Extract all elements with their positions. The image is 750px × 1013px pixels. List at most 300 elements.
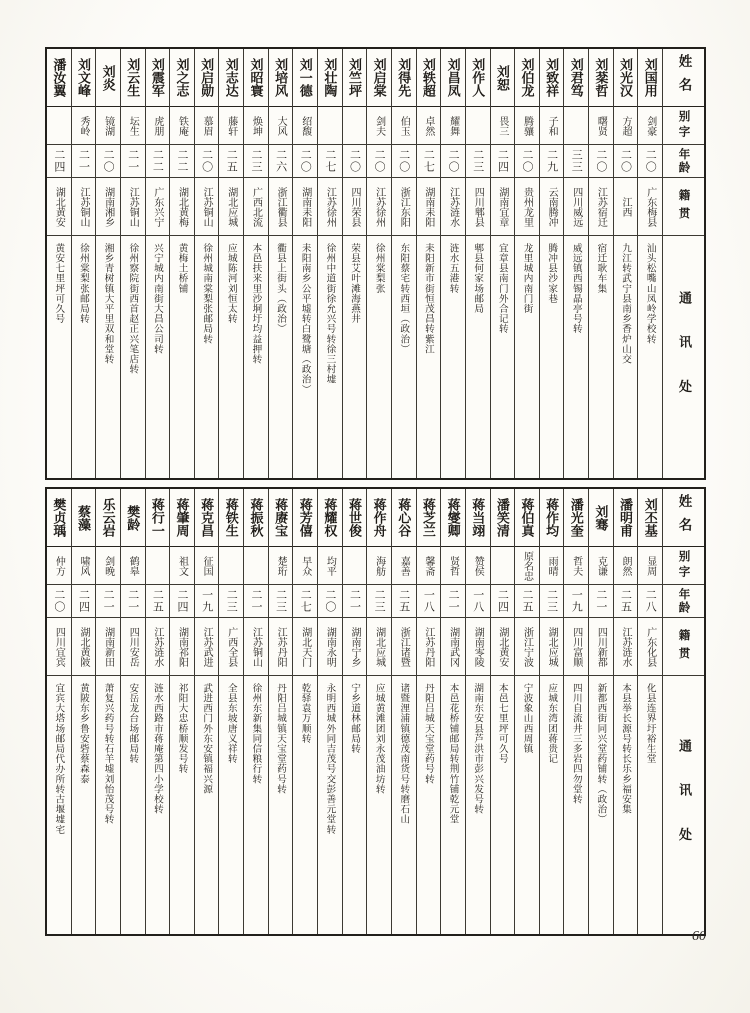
person-column [540, 49, 565, 478]
person-age: 二〇 [293, 145, 317, 178]
row-label-native: 籍贯 [663, 618, 704, 676]
person-column [367, 49, 392, 478]
person-column [121, 489, 146, 934]
person-name: 潘光奎 [564, 489, 588, 547]
person-age: 一九 [564, 585, 588, 618]
person-column [293, 489, 318, 934]
person-contact: 湘乡青树镇大平里双和堂转 [102, 243, 114, 365]
person-name: 刘致祥 [540, 49, 564, 107]
person-contact: 应城黄滩团刘永茂油坊转 [373, 683, 385, 795]
person-age: 二七 [293, 585, 317, 618]
person-column [318, 49, 343, 478]
person-name: 蒋赓宝 [269, 489, 293, 547]
person-contact: 徐州察院街西首赵正兴笔店转 [127, 243, 139, 375]
person-column [614, 49, 639, 478]
person-name: 蒋心谷 [392, 489, 416, 547]
person-column [392, 489, 417, 934]
person-zi: 贤哲 [441, 547, 465, 585]
person-contact: 应城东湾团蒋贵记 [546, 683, 558, 764]
person-age: 二四 [72, 585, 96, 618]
person-age: 二四 [491, 145, 515, 178]
person-native: 四川郫县 [466, 178, 490, 236]
person-column [47, 489, 72, 934]
person-age: 二五 [515, 585, 539, 618]
person-native: 广西全县 [219, 618, 243, 676]
person-native: 江苏徐州 [318, 178, 342, 236]
person-name: 樊贞瑀 [47, 489, 71, 547]
person-age: 二一 [343, 585, 367, 618]
person-contact: 湖南东安县芦洪市彭兴发号转 [472, 683, 484, 815]
person-native: 浙江东阳 [392, 178, 416, 236]
person-column [441, 489, 466, 934]
person-native: 四川新都 [589, 618, 613, 676]
person-contact: 耒阳新市街恒茂昌转紫江 [422, 243, 434, 355]
person-native: 贵州龙里 [515, 178, 539, 236]
person-native: 四川荣县 [343, 178, 367, 236]
person-column [96, 489, 121, 934]
person-contact: 郫县何家场邮局 [472, 243, 484, 314]
person-name: 蒋克昌 [195, 489, 219, 547]
person-zi: 坛生 [121, 107, 145, 145]
row-label-zi: 别字 [663, 547, 704, 585]
person-column [441, 49, 466, 478]
person-name: 蒋铁生 [219, 489, 243, 547]
person-column [269, 489, 294, 934]
person-name: 刘之志 [170, 49, 194, 107]
directory-table-bottom [45, 487, 706, 936]
person-name: 刘震军 [146, 49, 170, 107]
person-column [491, 49, 516, 478]
person-contact: 祁阳大忠桥顺发号转 [176, 683, 188, 774]
person-age: 二二 [170, 145, 194, 178]
person-name: 刘昌凤 [441, 49, 465, 107]
person-zi [244, 547, 268, 585]
person-name: 刘恕 [491, 49, 515, 107]
person-native: 广东化县 [638, 618, 662, 676]
person-name: 刘丕基 [638, 489, 662, 547]
person-contact: 乾驿袁万顺转 [299, 683, 311, 744]
person-column [515, 49, 540, 478]
person-zi [219, 547, 243, 585]
person-column [219, 49, 244, 478]
person-contact: 衢县上街头（政治） [275, 243, 287, 334]
person-zi: 祖文 [170, 547, 194, 585]
person-native: 湖南零陵 [466, 618, 490, 676]
person-column [417, 49, 442, 478]
person-column [121, 49, 146, 478]
person-zi: 子和 [540, 107, 564, 145]
directory-table-top [45, 47, 706, 480]
person-column [244, 489, 269, 934]
person-contact: 宁波象山西周镇 [521, 683, 533, 754]
person-age: 二五 [392, 585, 416, 618]
person-contact: 荣县艾叶滩海燕井 [349, 243, 361, 324]
person-name: 刘骞 [589, 489, 613, 547]
person-column [146, 489, 171, 934]
person-contact: 萧复兴药号转石羊墟刘怡茂号转 [102, 683, 114, 825]
person-age: 二四 [491, 585, 515, 618]
person-zi: 耀舞 [441, 107, 465, 145]
person-zi: 啸风 [72, 547, 96, 585]
person-name: 刘启勋 [195, 49, 219, 107]
person-column [146, 49, 171, 478]
person-zi: 秀岭 [72, 107, 96, 145]
person-age: 二一 [96, 585, 120, 618]
person-name: 蒋世俊 [343, 489, 367, 547]
person-age: 二〇 [441, 145, 465, 178]
person-column [367, 489, 392, 934]
person-contact: 武进西门外东安镇福兴源 [201, 683, 213, 795]
person-age: 二一 [72, 145, 96, 178]
person-zi: 克谦 [589, 547, 613, 585]
person-contact: 龙里城内南门街 [521, 243, 533, 314]
person-contact: 徐州棠梨张邮局转 [77, 243, 89, 324]
person-native: 四川宜宾 [47, 618, 71, 676]
person-native: 江苏武进 [195, 618, 219, 676]
person-contact: 汕头松嘴山凤岭学校转 [644, 243, 656, 344]
person-native: 湖南永明 [318, 618, 342, 676]
person-zi [491, 547, 515, 585]
person-age: 二七 [318, 145, 342, 178]
person-column [293, 49, 318, 478]
person-native: 湖南耒阳 [417, 178, 441, 236]
person-zi: 仲方 [47, 547, 71, 585]
person-column [392, 49, 417, 478]
person-native: 浙江宁波 [515, 618, 539, 676]
person-name: 刘壮陶 [318, 49, 342, 107]
person-column [72, 49, 97, 478]
person-contact: 耒阳南乡公平墟转白鹭塘（政治） [299, 243, 311, 395]
row-label-native: 籍贯 [663, 178, 704, 236]
person-name: 刘伯龙 [515, 49, 539, 107]
person-age: 三三 [564, 145, 588, 178]
person-age: 二三 [367, 585, 391, 618]
person-age: 二〇 [47, 585, 71, 618]
person-age: 一八 [466, 585, 490, 618]
person-name: 刘文峰 [72, 49, 96, 107]
person-native: 四川富顺 [564, 618, 588, 676]
person-contact: 涟水五港转 [447, 243, 459, 294]
person-contact: 永明西城外同吉茂号交彭善元堂转 [324, 683, 336, 835]
person-zi [343, 547, 367, 585]
person-zi [146, 547, 170, 585]
person-contact: 宜章县南门外合记转 [496, 243, 508, 334]
person-age: 二三 [269, 585, 293, 618]
person-age: 二五 [219, 145, 243, 178]
person-native: 江苏铜山 [244, 618, 268, 676]
person-name: 刘国用 [638, 49, 662, 107]
person-age: 二三 [219, 585, 243, 618]
person-name: 潘汝翼 [47, 49, 71, 107]
row-label-age: 年龄 [663, 145, 704, 178]
person-contact: 全县东坡唐义祥转 [225, 683, 237, 764]
person-name: 蒋作均 [540, 489, 564, 547]
person-name: 蒋伯真 [515, 489, 539, 547]
person-native: 江苏涟水 [441, 178, 465, 236]
person-native: 湖南宁乡 [343, 618, 367, 676]
person-name: 刘炎 [96, 49, 120, 107]
person-column [466, 489, 491, 934]
person-name: 刘启棠 [367, 49, 391, 107]
person-native: 湖南耒阳 [293, 178, 317, 236]
person-age: 二二 [146, 145, 170, 178]
person-native: 江苏涟水 [146, 618, 170, 676]
person-native: 湖北黄安 [491, 618, 515, 676]
person-zi [466, 107, 490, 145]
person-native: 湖北应城 [367, 618, 391, 676]
person-column [96, 49, 121, 478]
person-zi: 畏三 [491, 107, 515, 145]
person-name: 乐云岩 [96, 489, 120, 547]
person-contact: 本县举长源号转长乐乡福安集 [620, 683, 632, 815]
person-column [47, 49, 72, 478]
person-zi: 征国 [195, 547, 219, 585]
person-name: 蒋耀权 [318, 489, 342, 547]
person-zi: 藤轩 [219, 107, 243, 145]
person-zi: 焕坤 [244, 107, 268, 145]
person-zi: 铁庵 [170, 107, 194, 145]
person-native: 湖北应城 [540, 618, 564, 676]
person-contact: 化县连界圩裕生堂 [644, 683, 656, 764]
person-column [638, 489, 663, 934]
person-name: 蒋当翊 [466, 489, 490, 547]
person-zi [47, 107, 71, 145]
person-zi: 绍馥 [293, 107, 317, 145]
page-number: 60 [692, 929, 706, 944]
person-column [269, 49, 294, 478]
person-zi: 卓然 [417, 107, 441, 145]
person-contact: 四川自流井三多岩四勿堂转 [570, 683, 582, 805]
person-age: 二〇 [614, 145, 638, 178]
person-age: 二一 [121, 145, 145, 178]
person-zi [343, 107, 367, 145]
row-label-zi: 别字 [663, 107, 704, 145]
person-column [244, 49, 269, 478]
person-native: 云南腾冲 [540, 178, 564, 236]
person-native: 江苏涟水 [614, 618, 638, 676]
person-contact: 应城陈河刘恒太转 [225, 243, 237, 324]
person-column [614, 489, 639, 934]
person-column [466, 49, 491, 478]
row-label-age: 年龄 [663, 585, 704, 618]
person-age: 二三 [244, 145, 268, 178]
person-age: 二四 [170, 585, 194, 618]
person-name: 刘作人 [466, 49, 490, 107]
person-column [170, 489, 195, 934]
person-zi: 方超 [614, 107, 638, 145]
person-zi: 楚珩 [269, 547, 293, 585]
person-native: 广东兴宁 [146, 178, 170, 236]
person-age: 二〇 [343, 145, 367, 178]
person-zi: 虎朋 [146, 107, 170, 145]
person-age: 二四 [47, 145, 71, 178]
person-native: 湖南湘乡 [96, 178, 120, 236]
row-labels-column [663, 489, 704, 934]
person-contact: 徐州城南棠梨张邮局转 [201, 243, 213, 344]
person-contact: 丹阳吕城天宝堂药号转 [422, 683, 434, 784]
person-name: 刘棻哲 [589, 49, 613, 107]
person-age: 二七 [417, 145, 441, 178]
person-native: 广东梅县 [638, 178, 662, 236]
person-age: 二〇 [392, 145, 416, 178]
person-contact: 安岳龙台场邮局转 [127, 683, 139, 764]
person-native: 江苏铜山 [121, 178, 145, 236]
person-contact: 本邑花桥铺邮局转荆竹铺乾元堂 [447, 683, 459, 825]
person-age: 一九 [195, 585, 219, 618]
person-native: 湖北黄安 [47, 178, 71, 236]
person-name: 蒋行一 [146, 489, 170, 547]
person-zi: 朗然 [614, 547, 638, 585]
person-name: 蒋作舟 [367, 489, 391, 547]
person-age: 二九 [540, 145, 564, 178]
person-native: 江苏丹阳 [269, 618, 293, 676]
person-age: 二〇 [318, 585, 342, 618]
person-zi: 原名忠 [515, 547, 539, 585]
person-name: 潘笑清 [491, 489, 515, 547]
person-column [638, 49, 663, 478]
person-age: 二六 [269, 145, 293, 178]
person-name: 刘轶超 [417, 49, 441, 107]
person-contact: 黄安七里坪可久号 [53, 243, 65, 324]
person-column [343, 489, 368, 934]
person-native: 湖北黄梅 [170, 178, 194, 236]
person-zi: 馨斋 [417, 547, 441, 585]
person-age: 二〇 [367, 145, 391, 178]
person-name: 蒋燮卿 [441, 489, 465, 547]
person-native: 江西 [614, 178, 638, 236]
person-native: 湖南武冈 [441, 618, 465, 676]
person-age: 二一 [244, 585, 268, 618]
person-native: 江苏铜山 [195, 178, 219, 236]
person-native: 四川安岳 [121, 618, 145, 676]
person-age: 二一 [121, 585, 145, 618]
person-zi [564, 107, 588, 145]
person-name: 蔡藻 [72, 489, 96, 547]
person-zi: 慕眉 [195, 107, 219, 145]
person-age: 二〇 [195, 145, 219, 178]
person-column [589, 49, 614, 478]
person-name: 蒋肇周 [170, 489, 194, 547]
person-age: 二〇 [96, 145, 120, 178]
person-native: 江苏徐州 [367, 178, 391, 236]
person-contact: 诸暨浬浦镇德茂南货号转磨石山 [398, 683, 410, 825]
person-column [564, 49, 589, 478]
person-age: 二五 [614, 585, 638, 618]
person-name: 蒋振秋 [244, 489, 268, 547]
person-name: 刘培风 [269, 49, 293, 107]
person-native: 江苏丹阳 [417, 618, 441, 676]
row-labels-column [663, 49, 704, 478]
person-name: 刘志达 [219, 49, 243, 107]
person-name: 刘竺坪 [343, 49, 367, 107]
person-zi: 腾骧 [515, 107, 539, 145]
person-column [515, 489, 540, 934]
person-contact: 徐州中道街徐允兴号转徐三村墟 [324, 243, 336, 385]
person-age: 二一 [441, 585, 465, 618]
person-column [318, 489, 343, 934]
person-native: 湖南新田 [96, 618, 120, 676]
person-name: 蒋芳僖 [293, 489, 317, 547]
person-zi: 伯玉 [392, 107, 416, 145]
person-zi: 显周 [638, 547, 662, 585]
person-column [195, 489, 220, 934]
person-age: 二一 [589, 585, 613, 618]
person-contact: 丹阳吕城镇天宝堂药号转 [275, 683, 287, 795]
person-contact: 腾冲县沙家巷 [546, 243, 558, 304]
person-native: 湖南宜章 [491, 178, 515, 236]
person-contact: 东阳蔡宅转西垣（政治） [398, 243, 410, 355]
person-column [195, 49, 220, 478]
person-column [564, 489, 589, 934]
person-name: 刘得先 [392, 49, 416, 107]
person-native: 浙江衢县 [269, 178, 293, 236]
person-name: 刘云生 [121, 49, 145, 107]
person-age: 二八 [638, 585, 662, 618]
person-name: 刘昭寰 [244, 49, 268, 107]
person-name: 刘一德 [293, 49, 317, 107]
person-name: 刘君笃 [564, 49, 588, 107]
person-contact: 徐州棠梨张 [373, 243, 385, 294]
person-zi: 早众 [293, 547, 317, 585]
person-zi: 哲夫 [564, 547, 588, 585]
person-age: 二五 [146, 585, 170, 618]
person-zi: 剑夫 [367, 107, 391, 145]
row-label-contact: 通讯处 [676, 738, 692, 872]
row-label-name: 姓名 [663, 49, 704, 107]
person-contact: 宿迁耿车集 [595, 243, 607, 294]
person-name: 潘明甫 [614, 489, 638, 547]
person-column [491, 489, 516, 934]
person-age: 二〇 [589, 145, 613, 178]
person-zi: 赞侯 [466, 547, 490, 585]
person-age: 二三 [466, 145, 490, 178]
person-column [72, 489, 97, 934]
person-zi: 海舫 [367, 547, 391, 585]
person-zi [318, 107, 342, 145]
person-contact: 涟水西路市蒋庵第四小学校转 [151, 683, 163, 815]
person-column [589, 489, 614, 934]
person-contact: 本邑七里坪可久号 [496, 683, 508, 764]
person-name: 蒋芝兰 [417, 489, 441, 547]
person-contact: 九江转武宁县南乡香炉山交 [620, 243, 632, 365]
person-contact: 宁乡道林邮局转 [349, 683, 361, 754]
person-native: 江苏铜山 [72, 178, 96, 236]
person-column [417, 489, 442, 934]
person-age: 二〇 [638, 145, 662, 178]
person-native: 浙江诸暨 [392, 618, 416, 676]
person-contact: 威远镇西锡晶亭号转 [570, 243, 582, 334]
person-column [170, 49, 195, 478]
person-column [219, 489, 244, 934]
person-age: 二〇 [515, 145, 539, 178]
person-native: 江苏宿迁 [589, 178, 613, 236]
person-zi: 均平 [318, 547, 342, 585]
person-native: 湖北天门 [293, 618, 317, 676]
person-zi: 曙贤 [589, 107, 613, 145]
person-native: 湖北应城 [219, 178, 243, 236]
person-name: 刘光汉 [614, 49, 638, 107]
person-name: 樊龄 [121, 489, 145, 547]
person-zi: 雨晴 [540, 547, 564, 585]
person-native: 广西北流 [244, 178, 268, 236]
person-age: 一八 [417, 585, 441, 618]
person-age: 二三 [540, 585, 564, 618]
person-contact: 徐州东新集同信粮行转 [250, 683, 262, 784]
person-column [343, 49, 368, 478]
person-zi: 剑豪 [638, 107, 662, 145]
person-column [540, 489, 565, 934]
person-native: 湖北黄陂 [72, 618, 96, 676]
